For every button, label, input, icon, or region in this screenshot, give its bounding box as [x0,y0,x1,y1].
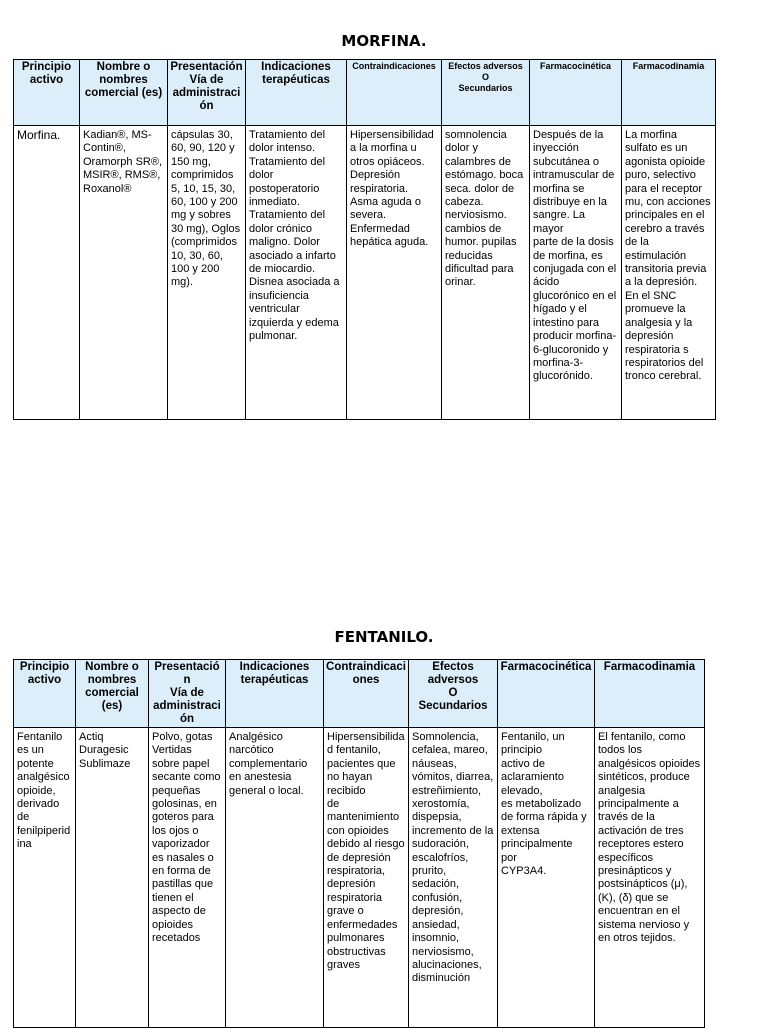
header-indicaciones: Indicaciones terapéuticas [226,660,324,728]
header-nombre-comercial: Nombre o nombres comercial (es) [80,60,168,126]
header-efectos-adversos: Efectos adversos O Secundarios [409,660,498,728]
cell-efectos-adversos: somnolencia dolor y calambres de estómago. boca seca. dolor de cabeza. nerviosismo. cambios de humor. pupilas reducidas dificultad para orinar. [442,126,530,420]
fentanilo-title: FENTANILO. [334,628,434,646]
table-row [14,126,716,420]
header-presentacion: Presentación Vía de administración [168,60,246,126]
cell-nombre-comercial: Kadian®, MS-Contin®, Oramorph SR®, MSIR®, RMS®, Roxanol® [80,126,168,420]
header-contraindicaciones: Contraindicaciones [347,60,442,126]
cell-presentacion: cápsulas 30, 60, 90, 120 y 150 mg, comprimidos 5, 10, 15, 30, 60, 100 y 200 mg y sobres 30 mg), Oglos (comprimidos 10, 30, 60, 100 y 200 mg). [168,126,246,420]
fentanilo-header-row [14,660,705,728]
fentanilo-table [13,659,705,1028]
header-principio-activo: Principio activo [14,660,76,728]
cell-indicaciones: Tratamiento del dolor intenso. Tratamiento del dolor postoperatorio inmediato. Tratamiento del dolor crónico maligno. Dolor asociado a infarto de miocardio. Disnea asociada a insuficiencia ventricular izquierda y edema pulmonar. [246,126,347,420]
cell-efectos-adversos: Somnolencia, cefalea, mareo, náuseas, vómitos, diarrea, estreñimiento, xerostomía, dispepsia, incremento de la sudoración, escalofríos, prurito, sedación, confusión, depresión, ansiedad, insomnio, nerviosismo, alucinaciones, disminución [409,728,498,1028]
header-farmacodinamia: Farmacodinamia [622,60,716,126]
cell-nombre-comercial: Actiq Duragesic Sublimaze [76,728,149,1028]
header-contraindicaciones: Contraindicaciones [324,660,409,728]
header-farmacodinamia: Farmacodinamia [595,660,705,728]
header-farmacocinetica: Farmacocinética [498,660,595,728]
cell-indicaciones: Analgésico narcótico complementario en anestesia general o local. [226,728,324,1028]
cell-principio-activo: Morfina. [14,126,80,420]
morfina-title: MORFINA. [341,32,427,50]
morfina-header-row [14,60,716,126]
header-principio-activo: Principio activo [14,60,80,126]
header-presentacion: Presentación Vía de administración [149,660,226,728]
table-row [14,728,705,1028]
cell-principio-activo: Fentanilo es un potente analgésico opioide, derivado de fenilpiperidina [14,728,76,1028]
cell-farmacodinamia: El fentanilo, como todos los analgésicos opioides sintéticos, produce analgesia principalmente a través de la activación de tres receptores estero específicos presinápticos y postsinápticos (μ), (K), (δ) que se encuentran en el sistema nervioso y en otros tejidos. [595,728,705,1028]
morfina-table [13,59,716,420]
cell-farmacocinetica: Fentanilo, un principio activo de aclaramiento elevado, es metabolizado de forma rápida y extensa principalmente por CYP3A4. [498,728,595,1028]
cell-farmacocinetica: Después de la inyección subcutánea o intramuscular de morfina se distribuye en la sangre. La mayor parte de la dosis de morfina, es conjugada con el ácido glucorónico en el hígado y el intestino para producir morfina-6-glucoronido y morfina-3-glucorónido. [530,126,622,420]
header-efectos-adversos: Efectos adversos O Secundarios [442,60,530,126]
cell-contraindicaciones: Hipersensibilidad fentanilo, pacientes que no hayan recibido de mantenimiento con opioides debido al riesgo de depresión respiratoria, depresión respiratoria grave o enfermedades pulmonares obstructivas graves [324,728,409,1028]
header-nombre-comercial: Nombre o nombres comercial (es) [76,660,149,728]
cell-farmacodinamia: La morfina sulfato es un agonista opioide puro, selectivo para el receptor mu, con acciones principales en el cerebro a través de la estimulación transitoria previa a la depresión. En el SNC promueve la analgesia y la depresión respiratoria s respiratorios del tronco cerebral. [622,126,716,420]
cell-presentacion: Polvo, gotas Vertidas sobre papel secante como pequeñas golosinas, en goteros para los ojos o vaporizador es nasales o en forma de pastillas que tienen el aspecto de opioides recetados [149,728,226,1028]
header-farmacocinetica: Farmacocinética [530,60,622,126]
cell-contraindicaciones: Hipersensibilidad a la morfina u otros opiáceos. Depresión respiratoria. Asma aguda o severa. Enfermedad hepática aguda. [347,126,442,420]
header-indicaciones: Indicaciones terapéuticas [246,60,347,126]
